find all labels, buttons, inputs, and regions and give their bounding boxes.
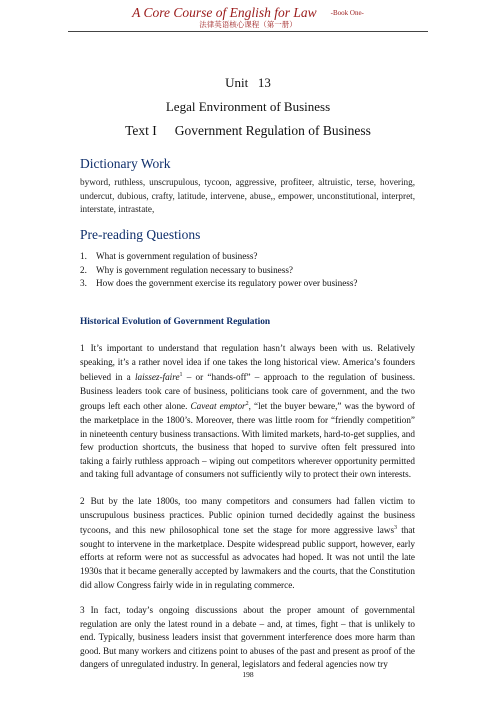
text-label: Text I [125,123,157,138]
section-heading: Historical Evolution of Government Regulation [80,317,271,327]
paragraph-3: 3 In fact, today’s ongoing discussions about the proper amount of governmental regulation are only the latest round in a debate – and, at times, fight – that is unlikely to end. Typically, business leaders insist that government interference does more harm than good. But many workers and citizens point to abuses of the past and present as proof of the dangers of unregulated industry. In general, legislators and federal agencies now try [80,605,415,670]
header-divider [68,31,428,32]
text-title-label: Government Regulation of Business [174,123,371,138]
dictionary-words: byword, ruthless, unscrupulous, tycoon, aggressive, profiteer, altruistic, terse, hovering, undercut, dubious, crafty, latitude, intervene, abuse,, empower, unconstitutional, interpret, interstate, intrastate, [80,177,415,215]
prereading-list [80,250,420,291]
prereading-heading: Pre-reading Questions [80,227,201,242]
list-item: 1. What is government regulation of business? [80,251,258,261]
unit-title: Legal Environment of Business [165,99,331,114]
text-title [0,123,496,139]
unit-number: Unit 13 [225,75,271,90]
book-title: A Core Course of English for Law [132,5,317,20]
book-volume: -Book One- [330,9,364,17]
page-number: 198 [242,670,254,679]
paragraph-2: 2 But by the late 1800s, too many competitors and consumers had fallen victim to unscrupulous business practices. Public opinion turned decidedly against the business tycoons, and this new philosophical tone set the stage for more aggressive laws$^3$ that sought to intervene in the marketplace. Despite widespread public support, however, early efforts at reform were not as successful as advocates had hoped. It was not until the late 1930s that it became generally accepted by lawmakers and the courts, that the Constitution did allow Congress fairly wide in in regulating commerce. [80,496,415,590]
book-subtitle-chinese: 法律英语核心课程（第一册） [199,20,297,29]
paragraph-1: 1 It’s important to understand that regulation hasn’t always been with us. Relatively speaking, it’s a rather novel idea if one takes the long historical view. America’s founders believed in a laissez-faire$^1$ – or “hands-off” – approach to the regulation of business. Business leaders took care of business, politicians took care of government, and the two groups left each other alone. Caveat emptor$^2$, “let the buyer beware,” was the byword of the marketplace in the 1800’s. Moreover, there was little room for “friendly competition” in nineteenth century business transactions. With limited markets, hard-to-get supplies, and few production shortcuts, the business that hoped to survive often felt pressured into taking a fairly ruthless approach – wiping out competitors wherever opportunity permitted and taking full advantage of consumers not sufficiently wily to protect their own interests. [80,343,415,480]
list-item: 3. How does the government exercise its regulatory power over business? [80,278,358,289]
list-item: 2. Why is government regulation necessary to business? [80,264,293,275]
dictionary-heading: Dictionary Work [80,156,171,171]
